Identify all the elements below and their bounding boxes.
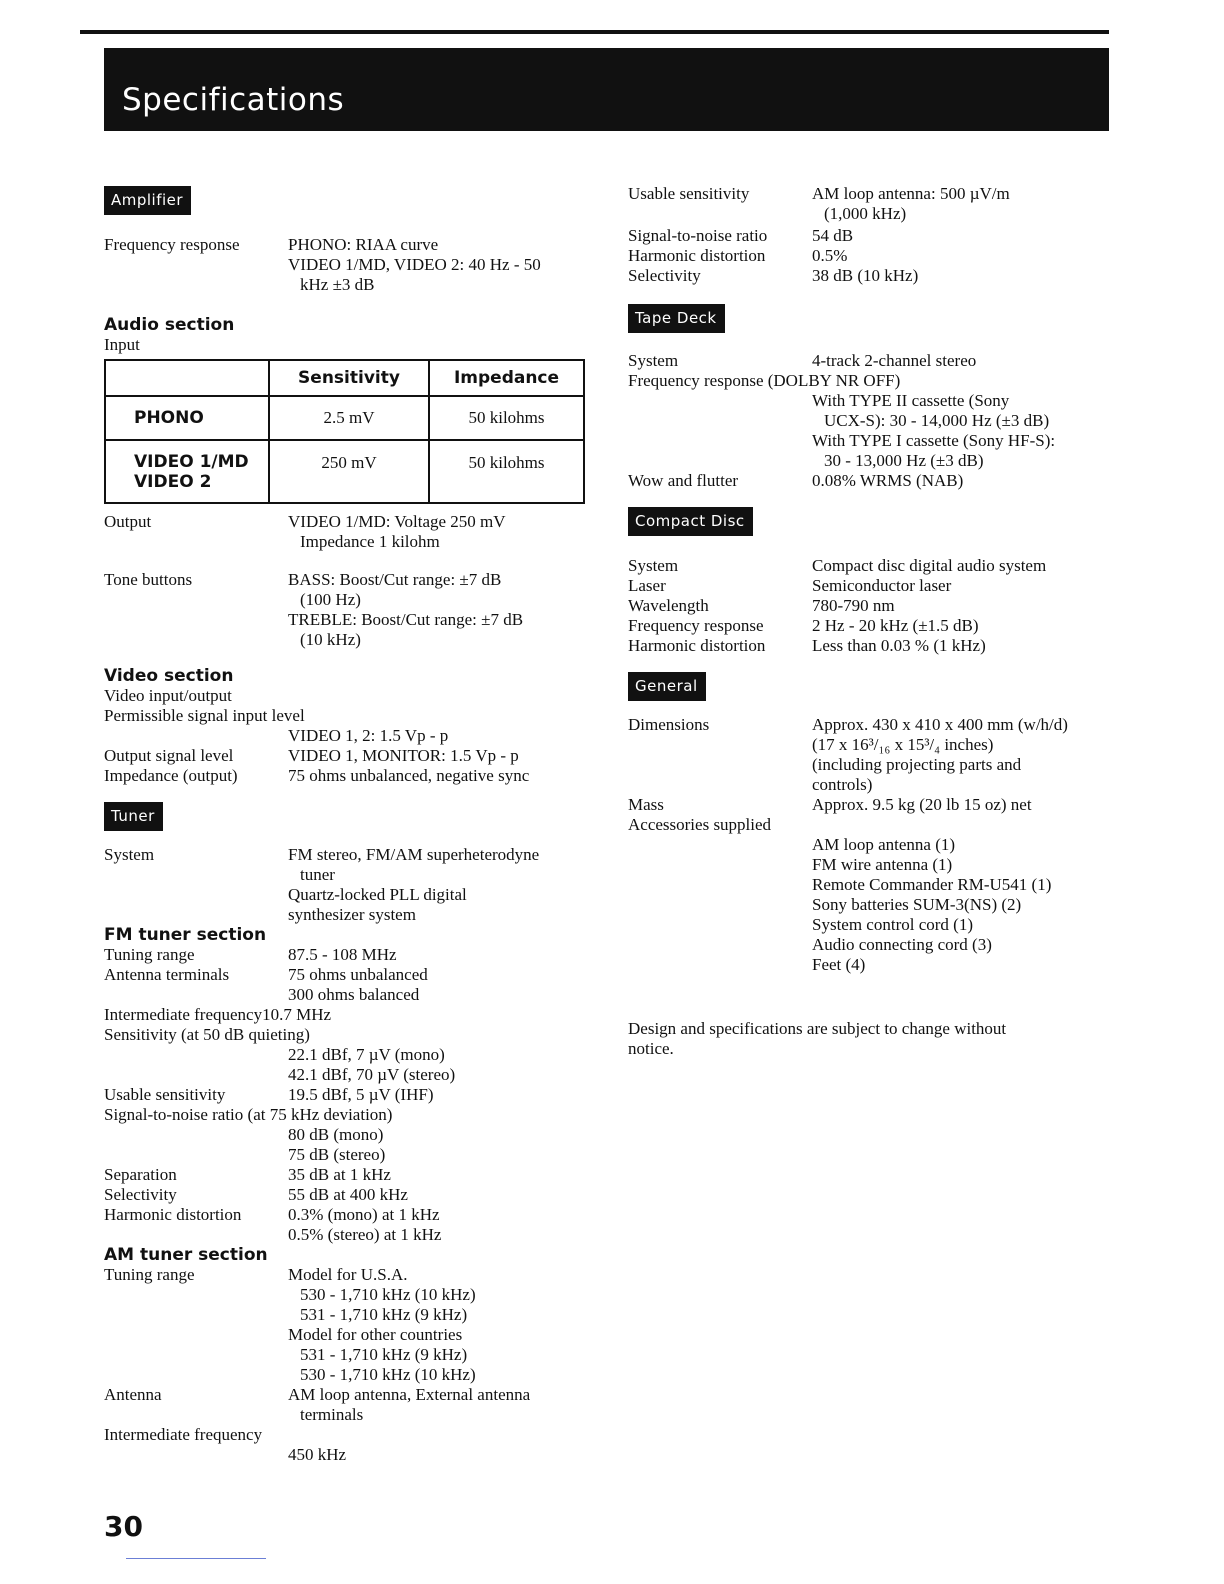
spec-line: UCX-S): 30 - 14,000 Hz (±3 dB) [824,411,1050,430]
spec-label: Selectivity [628,266,701,285]
perm-value: VIDEO 1, 2: 1.5 Vp - p [288,726,449,745]
spec-value: Compact disc digital audio system [812,556,1047,575]
accessory-item: Remote Commander RM-U541 (1) [812,875,1052,894]
spec-line: (17 x 16³/₁₆ x 15³/₄ inches) [812,735,994,754]
spec-line: PHONO: RIAA curve [288,235,439,254]
page-number: 30 [104,1510,143,1543]
spec-value: 4-track 2-channel stereo [812,351,977,370]
spec-label: Signal-to-noise ratio [628,226,768,245]
am-usable-sensitivity [628,184,1118,224]
tuner-system [104,845,594,925]
spec-line: 300 ohms balanced [288,985,420,1004]
spec-label: System [628,351,679,370]
spec-line: 42.1 dBf, 70 µV (stereo) [288,1065,456,1084]
spec-value [288,845,594,925]
fm-intermediate-frequency [104,1005,594,1025]
fm-tuning-range [104,945,594,965]
table-cell: 50 kilohms [429,396,584,440]
spec-value: 19.5 dBf, 5 µV (IHF) [288,1085,434,1104]
spec-value: 38 dB (10 kHz) [812,266,919,285]
output-signal-level [104,746,594,766]
spec-label: Antenna terminals [104,965,230,984]
spec-label: Tuning range [104,945,195,964]
spec-value: 0.08% WRMS (NAB) [812,471,964,490]
spec-line: AM loop antenna: 500 µV/m [812,184,1010,203]
spec-value [288,1265,594,1385]
spec-value: 0.5% [812,246,848,265]
spec-value [628,391,1118,471]
table-row [105,396,584,440]
spec-line: 22.1 dBf, 7 µV (mono) [288,1045,445,1064]
amp-frequency-response [104,235,594,295]
spec-line: (100 Hz) [300,590,361,609]
spec-value: VIDEO 1, MONITOR: 1.5 Vp - p [288,746,519,765]
spec-value: 55 dB at 400 kHz [288,1185,408,1204]
spec-line: Impedance 1 kilohm [300,532,440,551]
spec-label: Mass [628,795,664,814]
spec-line: tuner [300,865,335,884]
spec-value: 54 dB [812,226,854,245]
spec-value: 10.7 MHz [262,1005,332,1024]
spec-value [812,184,1118,224]
spec-line: terminals [300,1405,364,1424]
accessory-item: Audio connecting cord (3) [812,935,992,954]
spec-value: 87.5 - 108 MHz [288,945,397,964]
spec-label: Output signal level [104,746,234,765]
amp-tone-buttons [104,570,594,650]
spec-line: With TYPE II cassette (Sony [812,391,1010,410]
spec-line: synthesizer system [288,905,416,924]
spec-label: Wow and flutter [628,471,739,490]
table-header: Impedance [429,360,584,396]
am-if-value: 450 kHz [288,1445,347,1464]
notice-line: notice. [628,1039,674,1058]
tuner-badge: Tuner [104,802,163,831]
spec-value [104,1125,594,1165]
accessory-item: System control cord (1) [812,915,973,934]
spec-value [104,1045,594,1085]
general-mass [628,795,1118,815]
spec-line: Approx. 430 x 410 x 400 mm (w/h/d) [812,715,1068,734]
general-dimensions [628,715,1118,795]
spec-label: Frequency response [628,616,764,635]
am-antenna [104,1385,594,1425]
spec-line: 531 - 1,710 kHz (9 kHz) [300,1305,468,1324]
spec-line: kHz ±3 dB [300,275,375,294]
spec-value [288,570,594,650]
cd-spec-list [628,556,1118,656]
spec-label: Harmonic distortion [628,246,766,265]
cd-spec-row [628,556,1118,576]
table-cell: PHONO [105,396,269,440]
spec-value: 780-790 nm [812,596,895,615]
cd-spec-row [628,596,1118,616]
spec-line: 0.3% (mono) at 1 kHz [288,1205,440,1224]
spec-value [288,235,594,295]
table-cell: 2.5 mV [269,396,429,440]
table-header: Sensitivity [269,360,429,396]
row-name: VIDEO 2 [134,472,212,492]
spec-label: Separation [104,1165,177,1184]
spec-value [812,715,1118,795]
spec-line: FM stereo, FM/AM superheterodyne [288,845,540,864]
spec-line: 530 - 1,710 kHz (10 kHz) [300,1285,476,1304]
fm-harmonic-distortion [104,1205,594,1245]
spec-line: 80 dB (mono) [288,1125,384,1144]
left-column [104,186,594,1465]
accessory-item: Feet (4) [812,955,866,974]
spec-label: Laser [628,576,666,595]
spec-label: Impedance (output) [104,766,238,785]
am-if-label: Intermediate frequency [104,1425,263,1444]
spec-value [288,1385,594,1425]
spec-line: 531 - 1,710 kHz (9 kHz) [300,1345,468,1364]
general-badge: General [628,672,706,701]
spec-line: Model for other countries [288,1325,463,1344]
cd-spec-row [628,616,1118,636]
spec-value: 75 ohms unbalanced, negative sync [288,766,530,785]
fm-separation [104,1165,594,1185]
spec-label: Harmonic distortion [628,636,766,655]
spec-label: Tone buttons [104,570,193,589]
accessories-label: Accessories supplied [628,815,772,834]
notice-line: Design and specifications are subject to change without [628,1019,1007,1038]
page-title: Specifications [122,82,345,118]
spec-label: Selectivity [104,1185,177,1204]
spec-value [288,965,594,1005]
am-tuning-range [104,1265,594,1385]
perm-label: Permissible signal input level [104,706,305,725]
spec-label: Intermediate frequency [104,1005,263,1024]
spec-line: (including projecting parts and [812,755,1022,774]
table-header [105,360,269,396]
spec-value: 2 Hz - 20 kHz (±1.5 dB) [812,616,979,635]
spec-label: System [104,845,155,864]
spec-line: 75 ohms unbalanced [288,965,428,984]
tape-freq-label: Frequency response (DOLBY NR OFF) [628,371,901,390]
am-snr [628,226,1118,246]
spec-line: VIDEO 1/MD, VIDEO 2: 40 Hz - 50 [288,255,541,274]
tape-deck-badge: Tape Deck [628,304,725,333]
fm-tuner-title: FM tuner section [104,925,267,945]
accessory-item: Sony batteries SUM-3(NS) (2) [812,895,1022,914]
am-selectivity [628,266,1118,286]
accessories-list [628,835,1118,975]
tape-system [628,351,1118,371]
cd-spec-row [628,576,1118,596]
spec-line: AM loop antenna, External antenna [288,1385,531,1404]
table-cell [105,440,269,503]
fm-usable-sensitivity [104,1085,594,1105]
am-harmonic-distortion [628,246,1118,266]
spec-line: BASS: Boost/Cut range: ±7 dB [288,570,502,589]
spec-line: 75 dB (stereo) [288,1145,386,1164]
tape-wow-flutter [628,471,1118,491]
spec-line: controls) [812,775,873,794]
fm-selectivity [104,1185,594,1205]
spec-label: Antenna [104,1385,162,1404]
fm-antenna-terminals [104,965,594,1005]
amplifier-badge: Amplifier [104,186,191,215]
spec-line: 30 - 13,000 Hz (±3 dB) [824,451,984,470]
spec-label: Usable sensitivity [628,184,750,203]
fm-sensitivity-label: Sensitivity (at 50 dB quieting) [104,1025,310,1044]
fm-snr-label: Signal-to-noise ratio (at 75 kHz deviation) [104,1105,393,1124]
spec-line: VIDEO 1/MD: Voltage 250 mV [288,512,506,531]
row-name: VIDEO 1/MD [134,452,249,472]
spec-value: 35 dB at 1 kHz [288,1165,391,1184]
table-cell: 250 mV [269,440,429,503]
spec-label: System [628,556,679,575]
accessory-item: AM loop antenna (1) [812,835,956,854]
top-rule [80,30,1109,34]
spec-label: Wavelength [628,596,709,615]
spec-line: Model for U.S.A. [288,1265,408,1284]
table-cell: 50 kilohms [429,440,584,503]
table-row [105,440,584,503]
audio-section-title: Audio section [104,315,235,335]
spec-line: (1,000 kHz) [824,204,907,223]
table-header-row [105,360,584,396]
input-label: Input [104,335,140,354]
spec-value: Less than 0.03 % (1 kHz) [812,636,986,655]
spec-line: 0.5% (stereo) at 1 kHz [288,1225,442,1244]
spec-label: Dimensions [628,715,710,734]
video-section-title: Video section [104,666,234,686]
accessory-item: FM wire antenna (1) [812,855,953,874]
spec-label: Harmonic distortion [104,1205,242,1224]
notice-text [628,1019,1118,1059]
spec-line: With TYPE I cassette (Sony HF-S): [812,431,1056,450]
spec-label: Usable sensitivity [104,1085,226,1104]
input-table [104,359,585,504]
spec-label: Tuning range [104,1265,195,1284]
spec-value [288,1205,594,1245]
spec-label: Frequency response [104,235,240,254]
amp-output [104,512,594,552]
cd-spec-row [628,636,1118,656]
right-column [628,184,1118,1059]
spec-label: Output [104,512,152,531]
am-tuner-title: AM tuner section [104,1245,268,1265]
impedance-output [104,766,594,786]
spec-line: TREBLE: Boost/Cut range: ±7 dB [288,610,524,629]
spec-value [288,512,594,552]
video-io: Video input/output [104,686,232,705]
header-banner [104,48,1109,131]
spec-value: Approx. 9.5 kg (20 lb 15 oz) net [812,795,1032,814]
spec-line: 530 - 1,710 kHz (10 kHz) [300,1365,476,1384]
spec-line: (10 kHz) [300,630,361,649]
spec-line: Quartz-locked PLL digital [288,885,467,904]
spec-value: Semiconductor laser [812,576,952,595]
bottom-rule [126,1558,266,1559]
compact-disc-badge: Compact Disc [628,507,753,536]
